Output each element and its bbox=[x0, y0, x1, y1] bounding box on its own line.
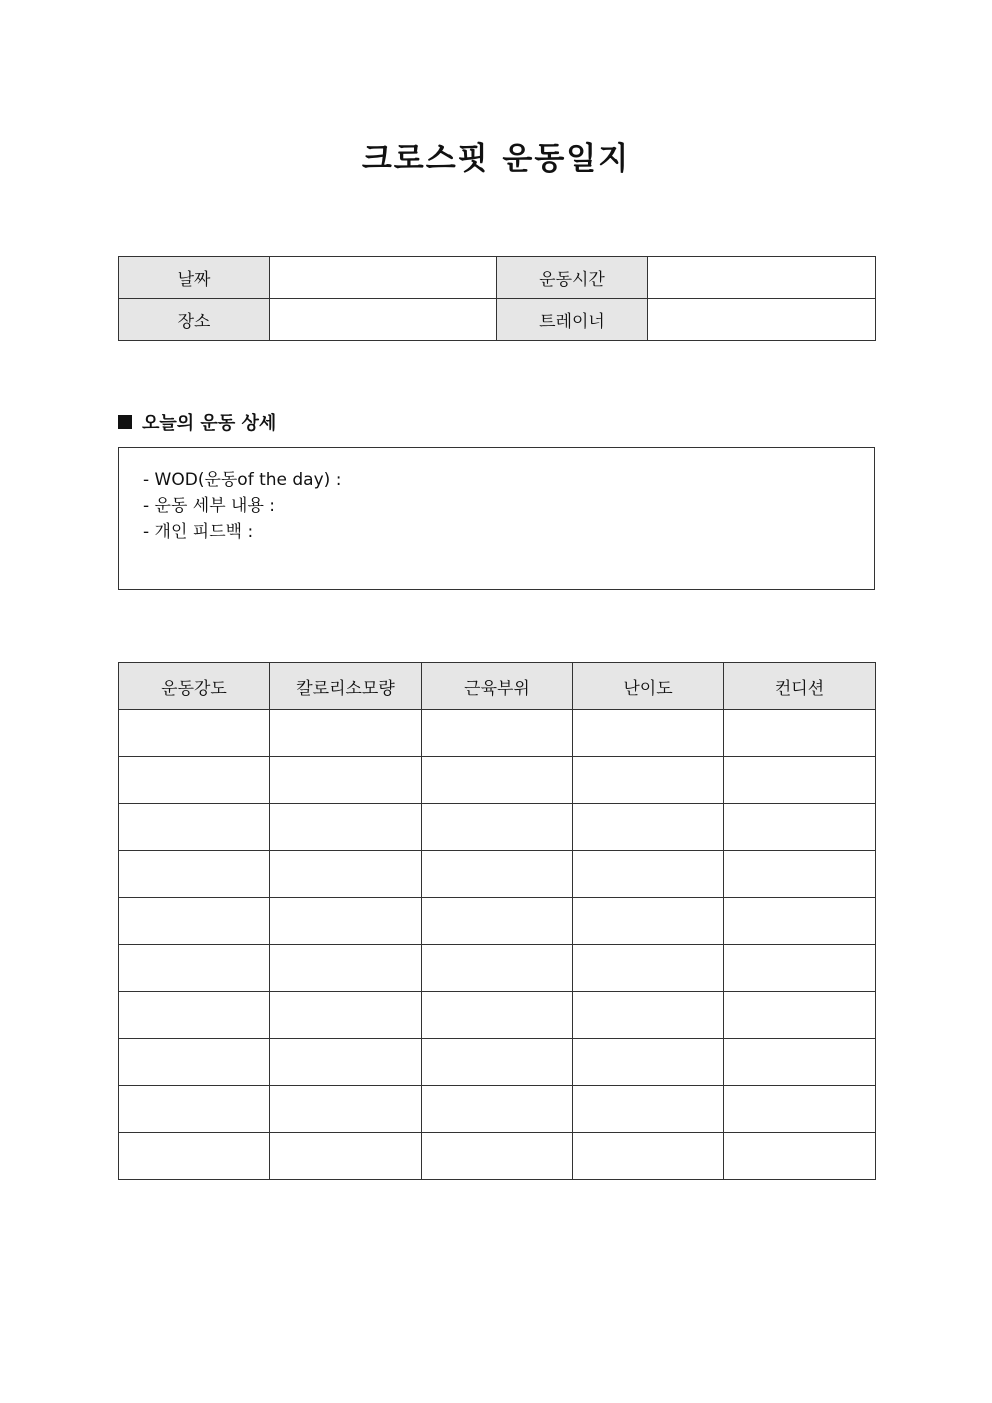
header-condition: 컨디션 bbox=[724, 663, 876, 710]
cell-calories[interactable] bbox=[270, 710, 422, 757]
detail-line-wod: - WOD(운동of the day) : bbox=[143, 467, 874, 493]
cell-intensity[interactable] bbox=[119, 945, 270, 992]
cell-intensity[interactable] bbox=[119, 1133, 270, 1180]
cell-calories[interactable] bbox=[270, 757, 422, 804]
detail-line-details: - 운동 세부 내용 : bbox=[143, 493, 874, 519]
cell-muscle-area[interactable] bbox=[422, 1039, 573, 1086]
cell-difficulty[interactable] bbox=[573, 804, 724, 851]
cell-difficulty[interactable] bbox=[573, 851, 724, 898]
cell-muscle-area[interactable] bbox=[422, 851, 573, 898]
cell-condition[interactable] bbox=[724, 1039, 876, 1086]
place-field[interactable] bbox=[270, 299, 497, 341]
section-heading bbox=[118, 409, 276, 435]
date-field[interactable] bbox=[270, 257, 497, 299]
cell-calories[interactable] bbox=[270, 1133, 422, 1180]
cell-muscle-area[interactable] bbox=[422, 992, 573, 1039]
log-header-row bbox=[119, 663, 876, 710]
detail-line-feedback: - 개인 피드백 : bbox=[143, 519, 874, 545]
table-row bbox=[119, 992, 876, 1039]
table-row bbox=[119, 1133, 876, 1180]
cell-condition[interactable] bbox=[724, 898, 876, 945]
cell-intensity[interactable] bbox=[119, 757, 270, 804]
table-row bbox=[119, 851, 876, 898]
table-row bbox=[119, 898, 876, 945]
cell-difficulty[interactable] bbox=[573, 1039, 724, 1086]
header-muscle-area: 근육부위 bbox=[422, 663, 573, 710]
cell-intensity[interactable] bbox=[119, 804, 270, 851]
section-heading-text: 오늘의 운동 상세 bbox=[142, 413, 277, 434]
cell-condition[interactable] bbox=[724, 710, 876, 757]
duration-label: 운동시간 bbox=[497, 257, 648, 299]
cell-calories[interactable] bbox=[270, 1039, 422, 1086]
date-label: 날짜 bbox=[119, 257, 270, 299]
page-title: 크로스핏 운동일지 bbox=[361, 141, 631, 177]
cell-difficulty[interactable] bbox=[573, 945, 724, 992]
cell-condition[interactable] bbox=[724, 851, 876, 898]
cell-intensity[interactable] bbox=[119, 898, 270, 945]
cell-condition[interactable] bbox=[724, 757, 876, 804]
cell-intensity[interactable] bbox=[119, 710, 270, 757]
workout-detail-box[interactable] bbox=[118, 447, 875, 590]
duration-field[interactable] bbox=[648, 257, 876, 299]
cell-calories[interactable] bbox=[270, 804, 422, 851]
cell-condition[interactable] bbox=[724, 804, 876, 851]
info-row-place bbox=[119, 299, 876, 341]
cell-difficulty[interactable] bbox=[573, 992, 724, 1039]
cell-intensity[interactable] bbox=[119, 992, 270, 1039]
cell-muscle-area[interactable] bbox=[422, 945, 573, 992]
header-intensity: 운동강도 bbox=[119, 663, 270, 710]
cell-muscle-area[interactable] bbox=[422, 710, 573, 757]
workout-log-table bbox=[118, 662, 876, 1180]
cell-difficulty[interactable] bbox=[573, 898, 724, 945]
table-row bbox=[119, 1039, 876, 1086]
cell-intensity[interactable] bbox=[119, 851, 270, 898]
cell-calories[interactable] bbox=[270, 992, 422, 1039]
cell-calories[interactable] bbox=[270, 945, 422, 992]
cell-muscle-area[interactable] bbox=[422, 804, 573, 851]
cell-calories[interactable] bbox=[270, 898, 422, 945]
trainer-field[interactable] bbox=[648, 299, 876, 341]
table-row bbox=[119, 757, 876, 804]
header-calories: 칼로리소모량 bbox=[270, 663, 422, 710]
trainer-label: 트레이너 bbox=[497, 299, 648, 341]
black-square-icon bbox=[118, 415, 132, 429]
table-row bbox=[119, 1086, 876, 1133]
table-row bbox=[119, 710, 876, 757]
header-difficulty: 난이도 bbox=[573, 663, 724, 710]
cell-difficulty[interactable] bbox=[573, 757, 724, 804]
cell-difficulty[interactable] bbox=[573, 1086, 724, 1133]
cell-condition[interactable] bbox=[724, 1133, 876, 1180]
detail-list bbox=[119, 448, 874, 545]
cell-intensity[interactable] bbox=[119, 1086, 270, 1133]
cell-muscle-area[interactable] bbox=[422, 898, 573, 945]
cell-condition[interactable] bbox=[724, 1086, 876, 1133]
cell-calories[interactable] bbox=[270, 851, 422, 898]
cell-condition[interactable] bbox=[724, 992, 876, 1039]
cell-intensity[interactable] bbox=[119, 1039, 270, 1086]
info-row-date bbox=[119, 257, 876, 299]
cell-condition[interactable] bbox=[724, 945, 876, 992]
cell-difficulty[interactable] bbox=[573, 1133, 724, 1180]
cell-muscle-area[interactable] bbox=[422, 1133, 573, 1180]
info-table bbox=[118, 256, 876, 341]
log-table-body bbox=[119, 710, 876, 1180]
cell-muscle-area[interactable] bbox=[422, 757, 573, 804]
cell-calories[interactable] bbox=[270, 1086, 422, 1133]
table-row bbox=[119, 945, 876, 992]
cell-muscle-area[interactable] bbox=[422, 1086, 573, 1133]
table-row bbox=[119, 804, 876, 851]
cell-difficulty[interactable] bbox=[573, 710, 724, 757]
place-label: 장소 bbox=[119, 299, 270, 341]
